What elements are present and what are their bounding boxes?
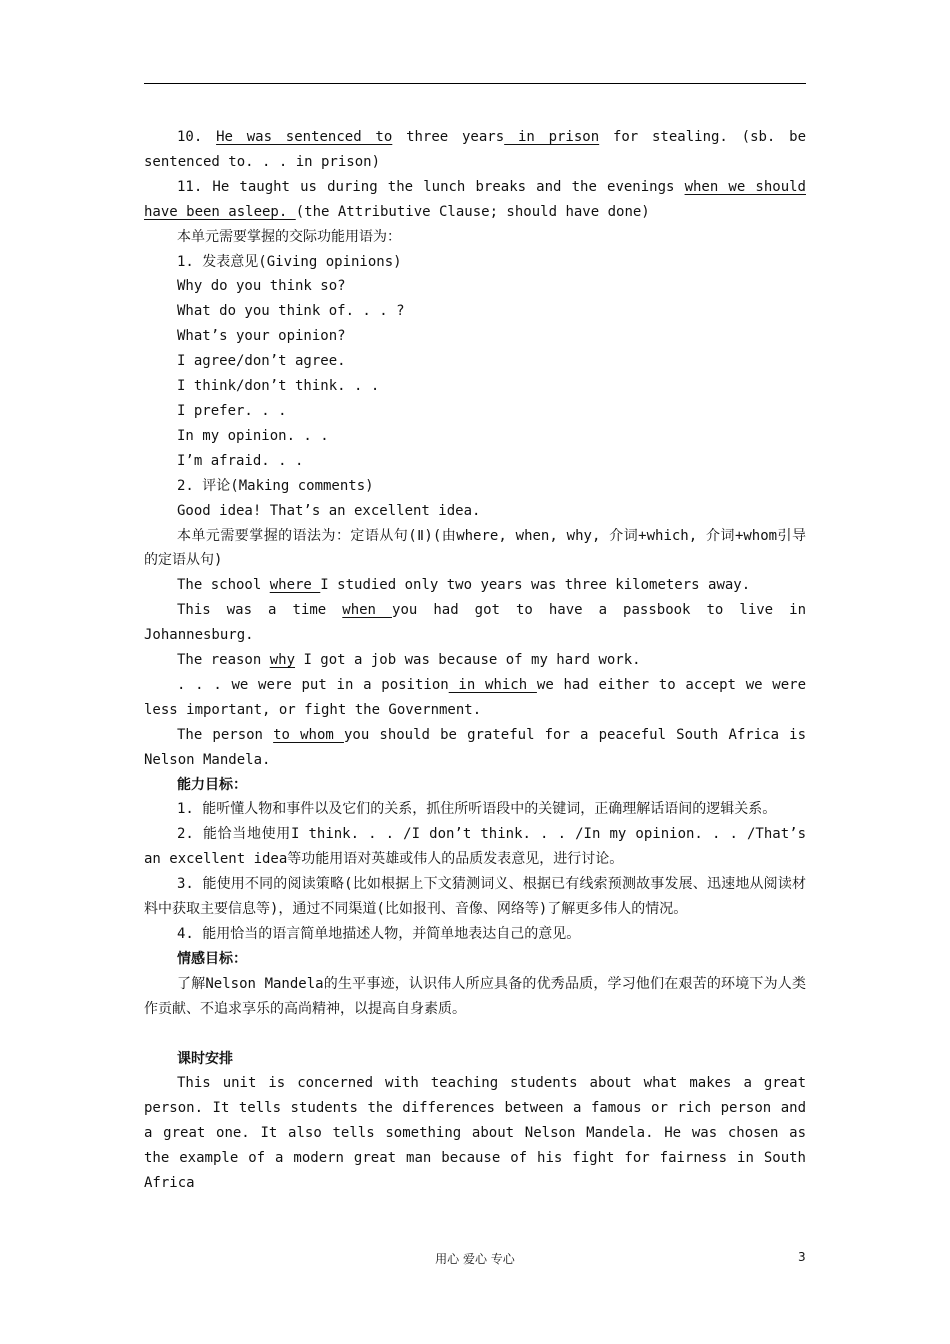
spacer <box>144 1022 806 1047</box>
schedule-text: This unit is concerned with teaching students about what makes a great person. It tells students the differences between a famous or rich person and a great one. It also tells something about Nelson Mandela. He was chosen as the example of a modern great man because of his fight for fairness in South Africa <box>144 1075 806 1192</box>
ability-item: 3. 能使用不同的阅读策略(比如根据上下文猜测词义、根据已有线索预测故事发展、迅速地从阅读材料中获取主要信息等)，通过不同渠道(比如报刊、音像、网络等)了解更多伟人的情况。 <box>144 876 806 918</box>
grammar-intro: 本单元需要掌握的语法为：定语从句(Ⅱ)(由where, when, why, 介词+which, 介词+whom引导的定语从句) <box>144 527 806 569</box>
ability-item: 4. 能用恰当的语言简单地描述人物，并简单地表达自己的意见。 <box>177 926 581 942</box>
grammar-example-2: This was a time when you had got to have a passbook to live in Johannesburg. <box>144 602 806 644</box>
page-number: 3 <box>798 1250 806 1264</box>
ability-item: 1. 能听懂人物和事件以及它们的关系，抓住所听语段中的关键词，正确理解话语间的逻辑关系。 <box>177 801 777 818</box>
phrase: What’s your opinion? <box>177 328 346 345</box>
grammar-example-4: . . . we were put in a position in which we had either to accept we were less important, or fight the Government. <box>144 676 806 718</box>
phrase: In my opinion. . . <box>177 427 329 444</box>
func-2: 2. 评论(Making comments) <box>177 477 374 494</box>
grammar-example-1: The school where I studied only two years was three kilometers away. <box>177 577 751 594</box>
grammar-example-5: The person to whom you should be grateful for a peaceful South Africa is Nelson Mandela. <box>144 726 806 768</box>
footer-text: 用心 爱心 专心 <box>435 1252 515 1266</box>
phrase: I think/don’t think. . . <box>177 378 380 395</box>
grammar-example-3: The reason why I got a job was because of my hard work. <box>177 652 641 669</box>
phrase: I’m afraid. . . <box>177 452 304 469</box>
phrase: What do you think of. . . ? <box>177 303 405 320</box>
phrase: I prefer. . . <box>177 402 287 419</box>
func-1: 1. 发表意见(Giving opinions) <box>177 253 402 270</box>
ability-item: 2. 能恰当地使用I think. . . /I don’t think. . . /In my opinion. . . /That’s an excellent idea等功能用语对英雄或伟人的品质发表意见，进行讨论。 <box>144 826 806 868</box>
func-title: 本单元需要掌握的交际功能用语为： <box>177 228 401 245</box>
emotion-text: 了解Nelson Mandela的生平事迹，认识伟人所应具备的优秀品质，学习他们在艰苦的环境下为人类作贡献、不追求享乐的高尚精神，以提高自身素质。 <box>144 975 806 1017</box>
phrase: I agree/don’t agree. <box>177 353 346 370</box>
header-rule <box>144 83 806 84</box>
emotion-heading: 情感目标： <box>177 950 247 967</box>
item-10: 10. He was sentenced to three years in prison for stealing. (sb. be sentenced to. . . in prison) <box>144 129 806 170</box>
schedule-heading: 课时安排 <box>177 1050 233 1067</box>
ability-heading: 能力目标： <box>177 776 247 793</box>
phrase: Good idea! That’s an excellent idea. <box>177 502 481 519</box>
document-body <box>144 125 806 1196</box>
phrase: Why do you think so? <box>177 278 346 295</box>
item-11: 11. He taught us during the lunch breaks and the evenings when we should have been asleep. (the Attributive Clause; should have done) <box>144 178 806 220</box>
